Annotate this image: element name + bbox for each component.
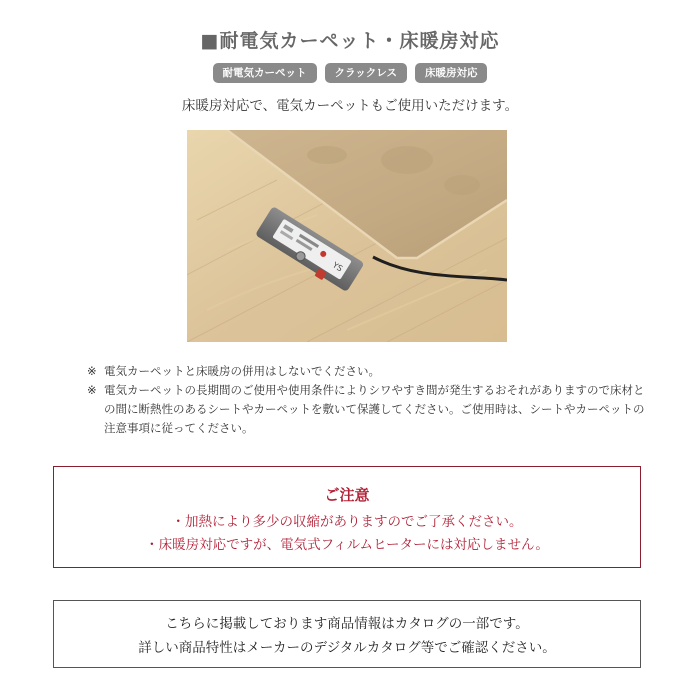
note-mark: ※ <box>87 364 97 378</box>
subtitle: 床暖房対応で、電気カーペットもご使用いただけます。 <box>181 98 519 114</box>
product-photo <box>187 130 507 342</box>
catalog-info-box <box>53 600 641 668</box>
info-line: こちらに掲載しております商品情報はカタログの一部です。 <box>165 616 529 632</box>
note-text: 電気カーペットの長期間のご使用や使用条件によりシワやすき間が発生するおそれがありますので床材との間に断熱性のあるシートやカーペットを敷いて保護してください。ご使用時は、シートやカーペットの注意事項に従ってください。 <box>104 383 645 435</box>
svg-text:YS: YS <box>330 260 345 274</box>
tag-crackless: クラックレス <box>325 63 407 83</box>
caution-box <box>53 466 641 568</box>
tag-floor-heating: 床暖房対応 <box>415 63 488 83</box>
feature-tags <box>0 63 700 83</box>
section-title: ■耐電気カーペット・床暖房対応 <box>200 30 500 52</box>
notes <box>87 362 647 438</box>
note-item <box>87 362 647 381</box>
caution-item: ・加熱により多少の収縮がありますのでご了承ください。 <box>171 514 523 530</box>
note-item <box>87 381 647 438</box>
info-line: 詳しい商品特性はメーカーのデジタルカタログ等でご確認ください。 <box>138 640 556 656</box>
caution-item: ・床暖房対応ですが、電気式フィルムヒーターには対応しません。 <box>145 537 549 553</box>
note-mark: ※ <box>87 383 97 397</box>
caution-list <box>54 511 640 557</box>
carpet-on-floor-illustration <box>187 130 507 342</box>
caution-title: ご注意 <box>324 486 370 504</box>
tag-electric-carpet: 耐電気カーペット <box>213 63 317 83</box>
note-text: 電気カーペットと床暖房の併用はしないでください。 <box>104 364 380 378</box>
